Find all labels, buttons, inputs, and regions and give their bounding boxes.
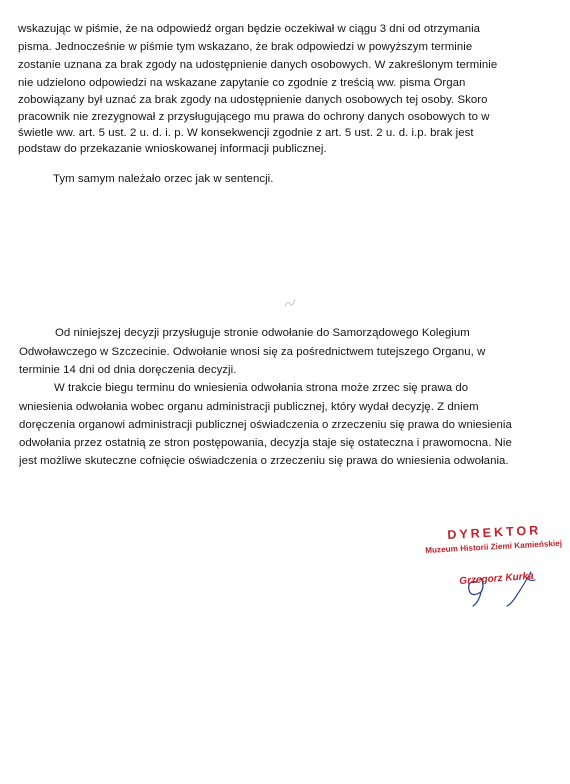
paragraph-1-line-4: nie udzielono odpowiedzi na wskazane zapytanie co zgodnie z treścią ww. pisma Organ [18,77,466,89]
waiver-line-4: odwołania przez ostatnią ze stron postępowania, decyzja staje się ostateczna i prawomocna. Nie [19,437,512,449]
waiver-line-5: jest możliwe skuteczne cofnięcie oświadczenia o zrzeczeniu się prawa do wniesienia odwołania. [19,455,509,467]
paragraph-1-line-1: wskazując w piśmie, że na odpowiedź organ będzie oczekiwał w ciągu 3 dni od otrzymania [18,23,481,35]
stamp-title: DYREKTOR [447,523,542,542]
conclusion-text: Tym samym należało orzec jak w sentencji. [53,173,274,185]
instruction-line-2: Odwoławczego w Szczecinie. Odwołanie wnosi się za pośrednictwem tutejszego Organu, w [19,346,486,358]
stamp-institution: Muzeum Historii Ziemi Kamieńskiej [425,538,563,555]
paragraph-1-line-3: zostanie uznana za brak zgody na udostępnienie danych osobowych. W zakreślonym terminie [18,59,498,71]
paragraph-1-line-6: pracownik nie zrezygnował z przysługującego mu prawa do ochrony danych osobowych to w [18,111,490,123]
smudge-mark [283,296,297,310]
waiver-line-3: doręczenia organowi administracji publicznej oświadczenia o zrzeczeniu się prawa do wniesienia [19,419,512,431]
paragraph-1-line-5: zobowiązany był uznać za brak zgody na udostępnienie danych osobowych tej osoby. Skoro [18,94,488,106]
stamp-name: Grzegorz Kurka [459,570,535,587]
paragraph-1-line-2: pisma. Jednocześnie w piśmie tym wskazano, że brak odpowiedzi w powyższym terminie [18,41,473,53]
instruction-line-1: Od niniejszej decyzji przysługuje stronie odwołanie do Samorządowego Kolegium [55,327,470,339]
waiver-line-1: W trakcie biegu terminu do wniesienia odwołania strona może zrzec się prawa do [54,382,469,394]
director-stamp [425,523,570,608]
paragraph-1-line-7: świetle ww. art. 5 ust. 2 u. d. i. p. W konsekwencji zgodnie z art. 5 ust. 2 u. d. i.p. brak jest [18,127,474,139]
instruction-line-3: terminie 14 dni od dnia doręczenia decyzji. [19,364,237,376]
paragraph-1-line-8: podstaw do przekazanie wnioskowanej informacji publicznej. [18,143,327,155]
waiver-line-2: wniesienia odwołania wobec organu administracji publicznej, który wydał decyzję. Z dniem [19,401,479,413]
